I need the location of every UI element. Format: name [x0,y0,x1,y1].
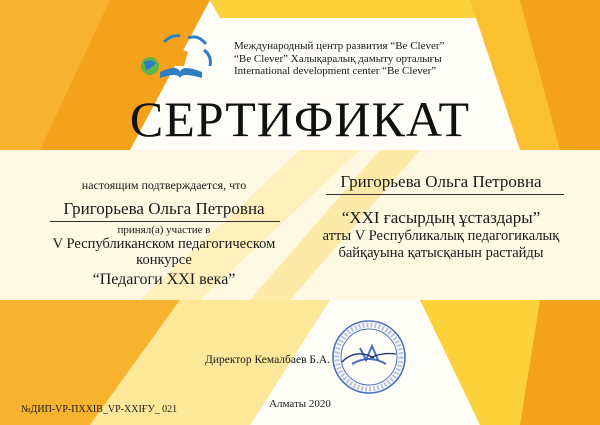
recipient-name-ru: Григорьева Ольга Петровна [63,199,265,218]
organization-header [234,40,574,78]
org-name-en: International development center “Be Clever” [234,65,437,77]
contest-description-ru: V Республиканском педагогическом конкурсе [52,236,276,268]
recipient-name-kz: Григорьева Ольга Петровна [340,172,542,191]
be-clever-logo [138,32,222,86]
participated-text: принял(а) участие в [117,224,211,236]
name-underline-ru [50,221,280,222]
org-name-ru: Международный центр развития “Be Clever” [234,40,445,52]
certificate-number: №ДИП-VP-ПXXIВ_VP-XXIҒУ_ 021 [21,404,178,415]
city-year: Алматы 2020 [269,398,331,410]
contest-name-ru: “Педагоги XXI века” [92,271,236,288]
contest-description-kz: атты V Республикалық педагогикалық байқауына қатысқанын растайды [322,228,560,261]
director-signature-line: Директор Кемалбаев Б.А. [205,354,331,366]
name-underline-kz [326,194,564,195]
org-name-kz: “Be Clever” Халықаралық дамыту орталығы [234,52,442,65]
confirm-text: настоящим подтверждается, что [81,178,247,192]
official-stamp [330,318,408,396]
contest-name-kz: “XXI ғасырдың ұстаздары” [341,208,541,227]
certificate-title: СЕРТИФИКАТ [129,91,471,147]
